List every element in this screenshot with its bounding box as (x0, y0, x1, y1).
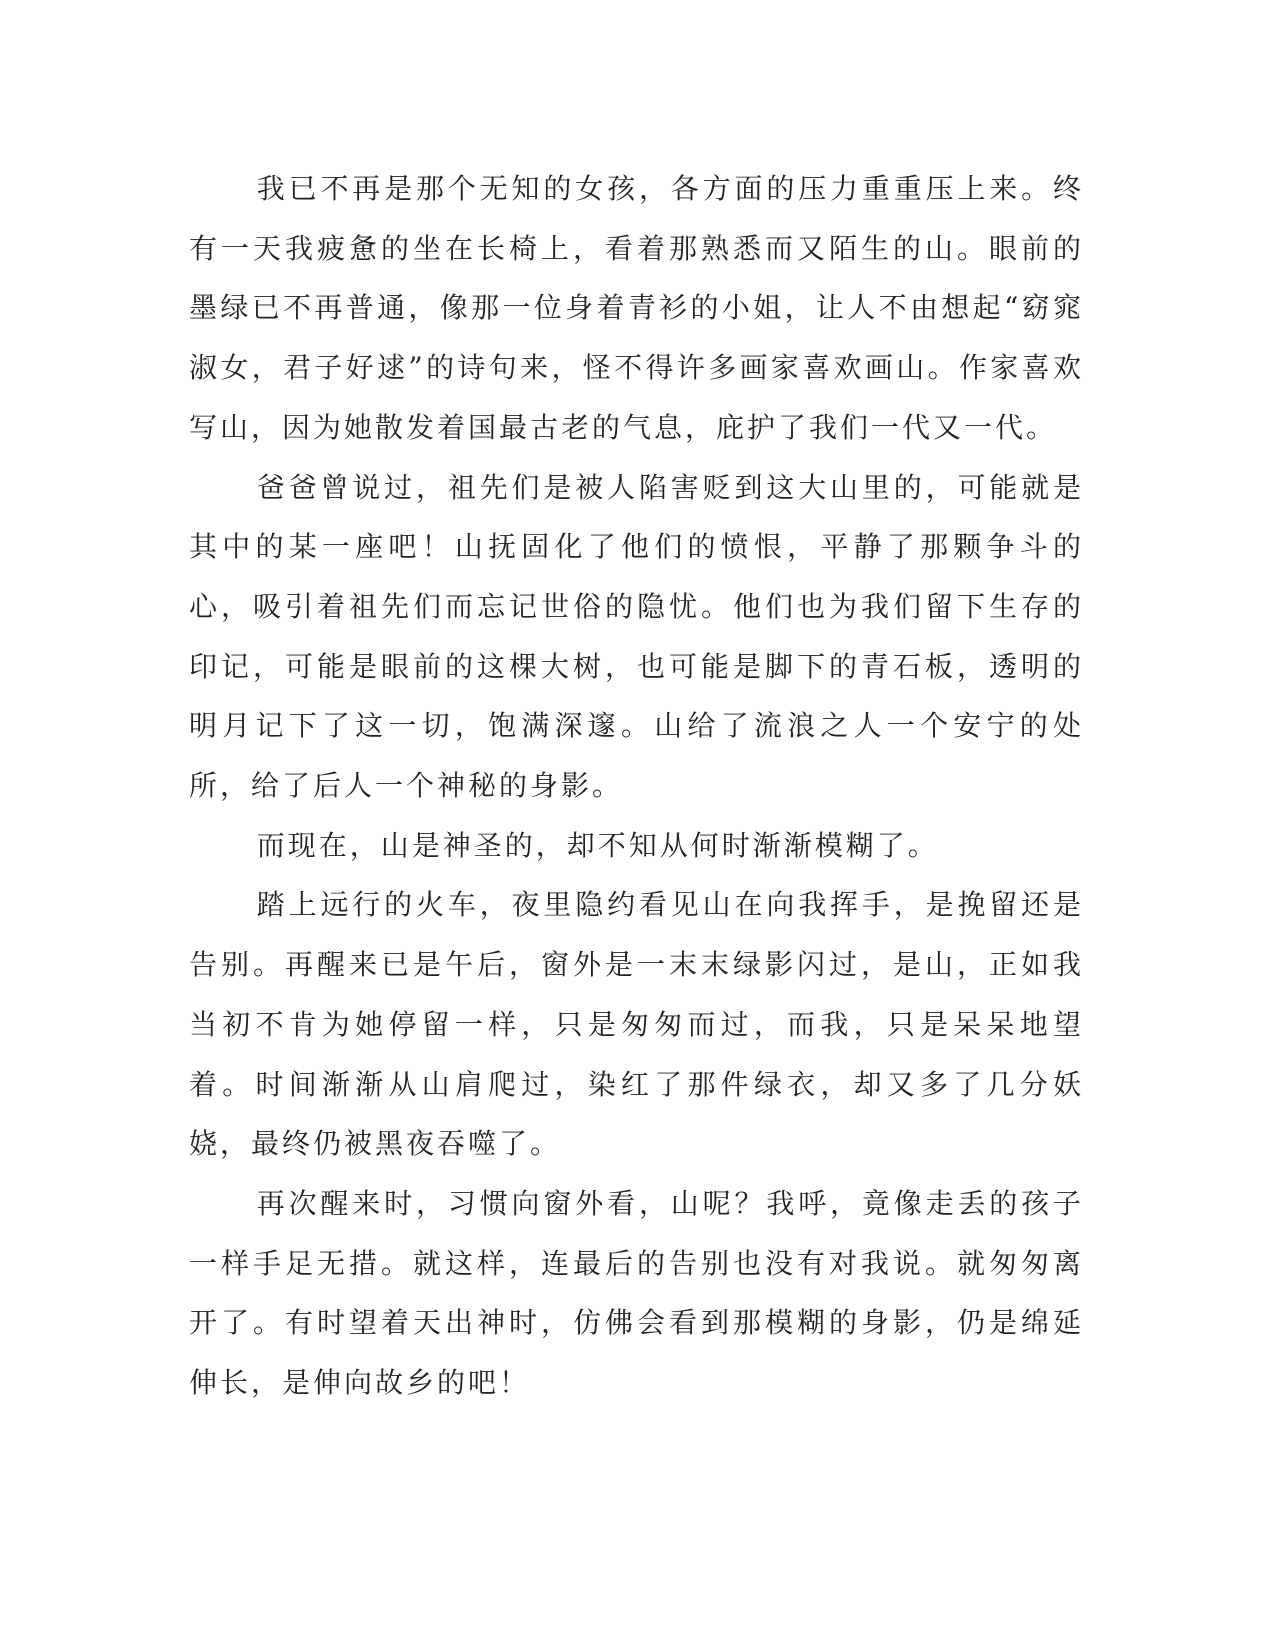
paragraph-3: 而现在，山是神圣的，却不知从何时渐渐模糊了。 (256, 828, 939, 862)
document-body (189, 159, 1084, 1413)
paragraph-1: 我已不再是那个无知的女孩，各方面的压力重重压上来。终有一天我疲惫的坐在长椅上，看着那熟悉而又陌生的山。眼前的墨绿已不再普通，像那一位身着青衫的小姐，让人不由想起“窈窕淑女，君子好逑”的诗句来，怪不得许多画家喜欢画山。作家喜欢写山，因为她散发着国最古老的气息，庇护了我们一代又一代。 (189, 172, 1084, 444)
paragraph-2: 爸爸曾说过，祖先们是被人陷害贬到这大山里的，可能就是其中的某一座吧！山抚固化了他们的愤恨，平静了那颗争斗的心，吸引着祖先们而忘记世俗的隐忧。他们也为我们留下生存的印记，可能是眼前的这棵大树，也可能是脚下的青石板，透明的明月记下了这一切，饱满深邃。山给了流浪之人一个安宁的处所，给了后人一个神秘的身影。 (189, 470, 1084, 803)
paragraph-4: 踏上远行的火车，夜里隐约看见山在向我挥手，是挽留还是告别。再醒来已是午后，窗外是一末末绿影闪过，是山，正如我当初不肯为她停留一样，只是匆匆而过，而我，只是呆呆地望着。时间渐渐从山肩爬过，染红了那件绿衣，却又多了几分妖娆，最终仍被黑夜吞噬了。 (189, 888, 1084, 1161)
paragraph-5: 再次醒来时，习惯向窗外看，山呢？我呼，竟像走丢的孩子一样手足无措。就这样，连最后的告别也没有对我说。就匆匆离开了。有时望着天出神时，仿佛会看到那模糊的身影，仍是绵延伸长，是伸向故乡的吧！ (189, 1186, 1084, 1400)
